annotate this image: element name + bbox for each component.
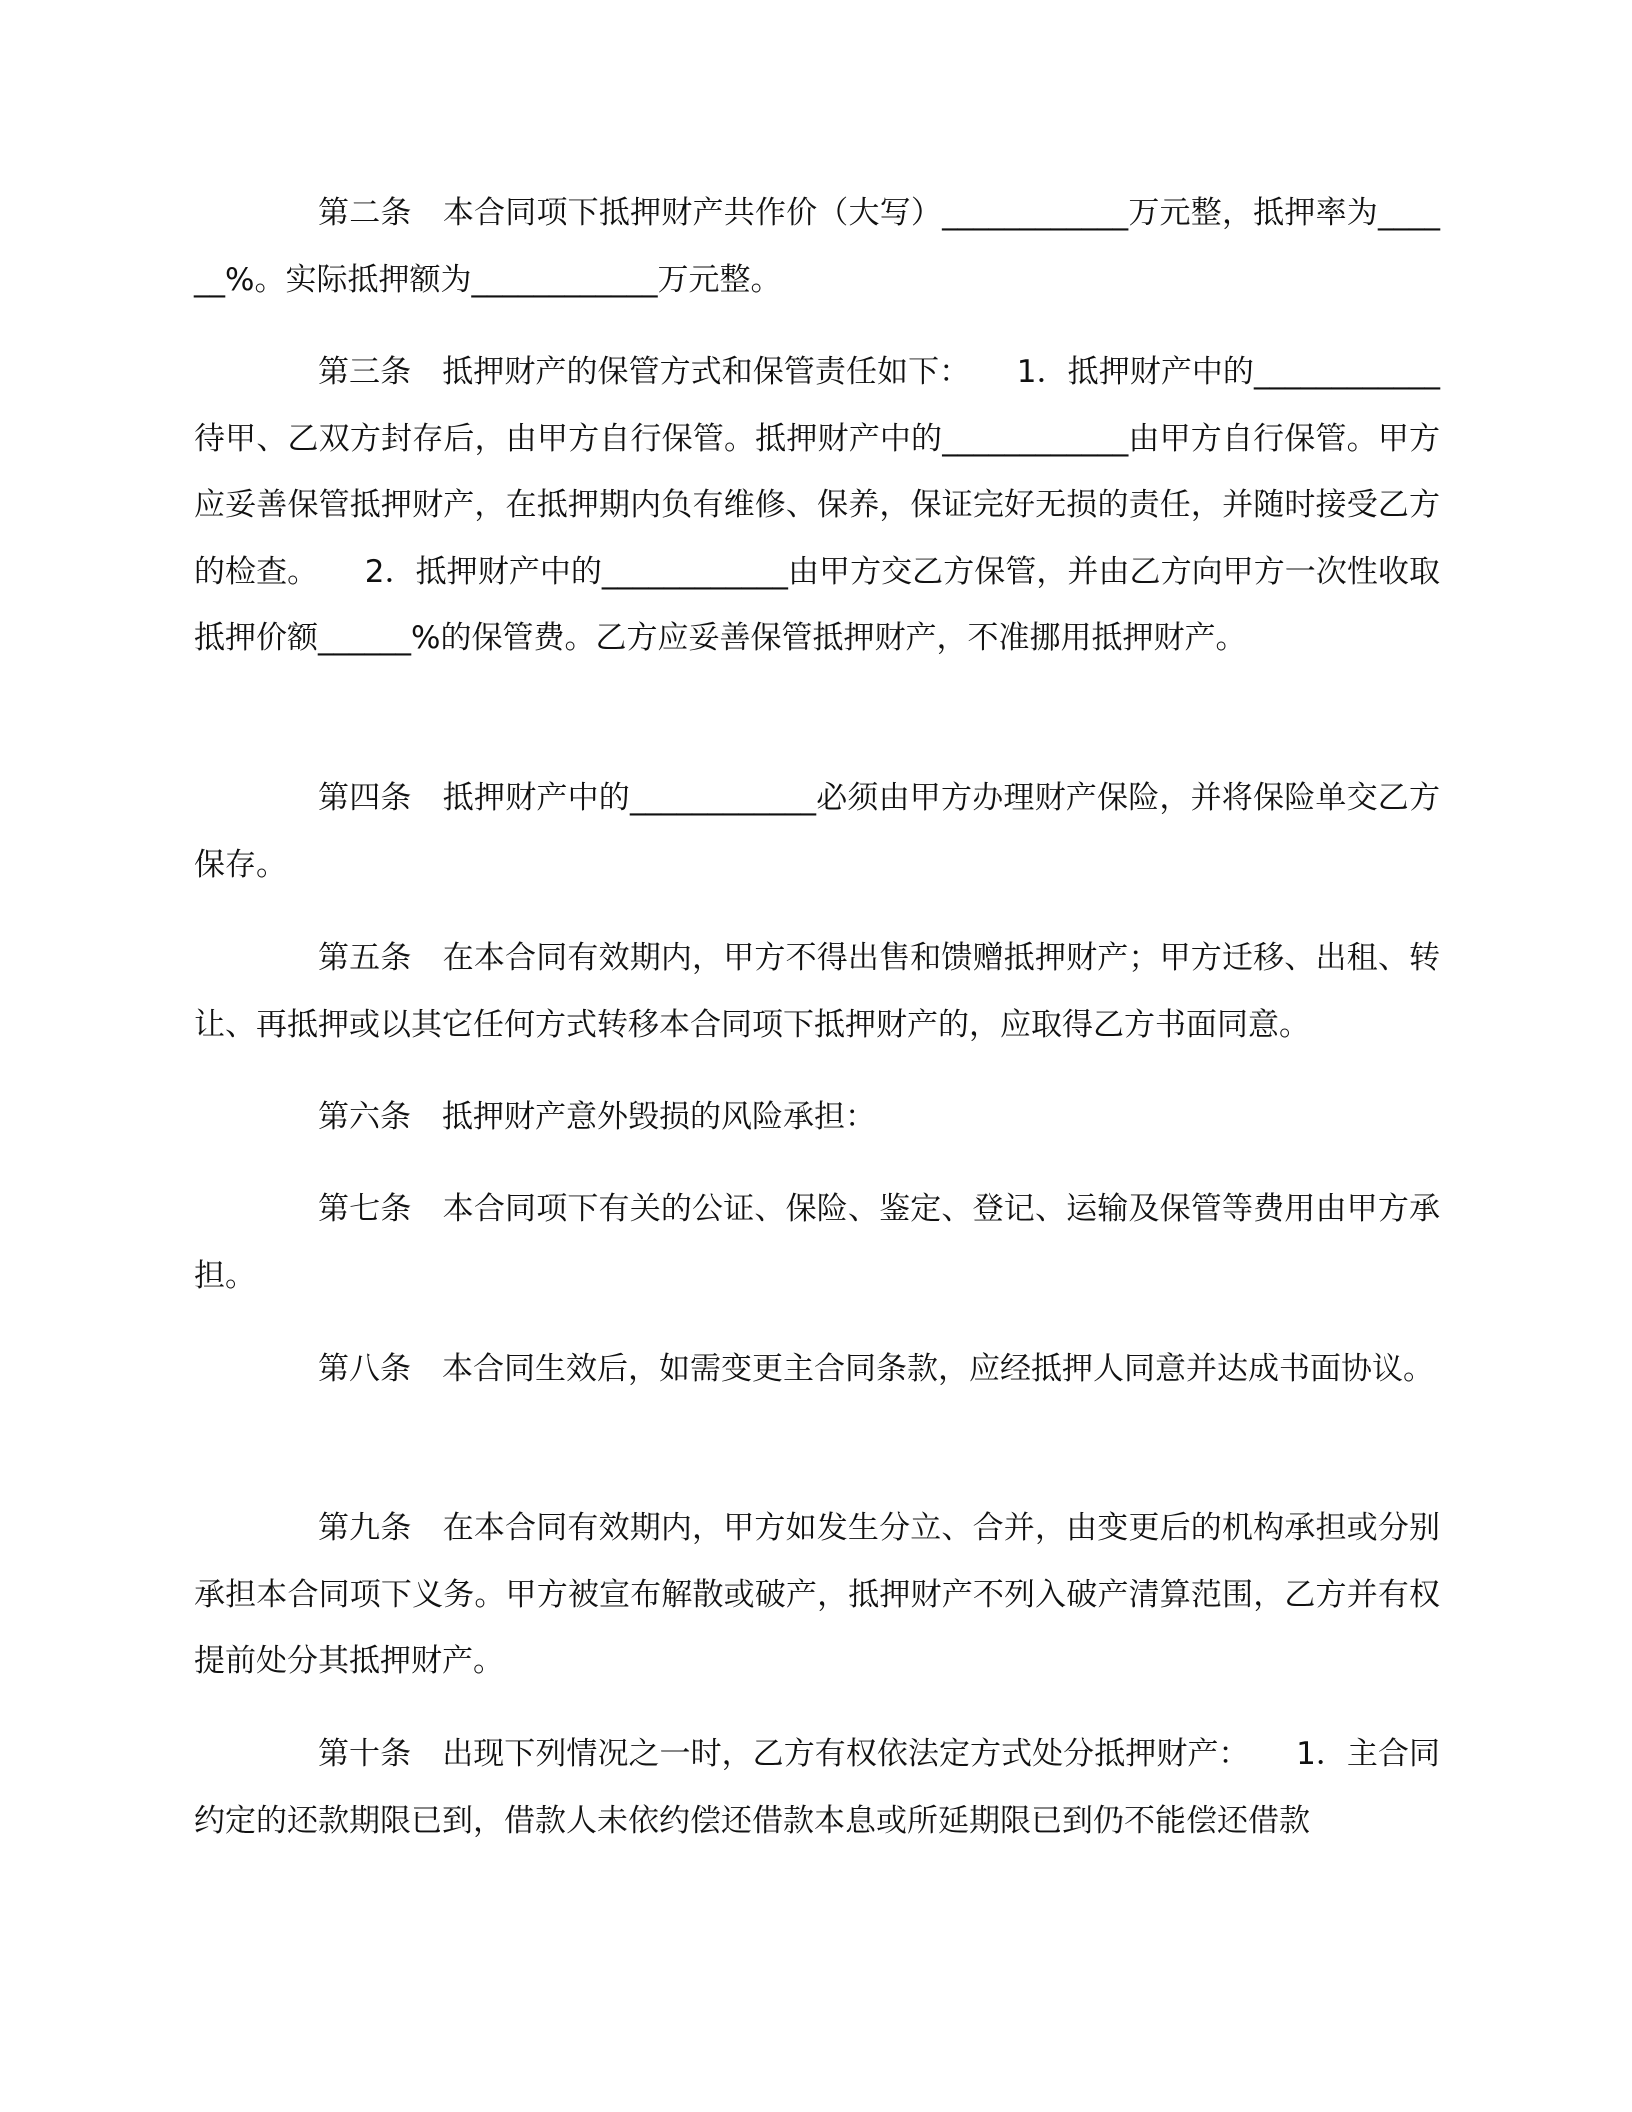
article-2-paragraph: 第二条 本合同项下抵押财产共作价（大写）____________万元整，抵押率为______%。实际抵押额为____________万元整。 bbox=[194, 195, 1440, 298]
article-7-paragraph: 第七条 本合同项下有关的公证、保险、鉴定、登记、运输及保管等费用由甲方承担。 bbox=[194, 1191, 1440, 1294]
article-10-paragraph: 第十条 出现下列情况之一时，乙方有权依法定方式处分抵押财产： 1．主合同约定的还款期限已到，借款人未依约偿还借款本息或所延期限已到仍不能偿还借款 bbox=[194, 1736, 1440, 1839]
article-4-paragraph: 第四条 抵押财产中的____________必须由甲方办理财产保险，并将保险单交乙方保存。 bbox=[194, 780, 1440, 883]
article-3-paragraph: 第三条 抵押财产的保管方式和保管责任如下： 1．抵押财产中的____________待甲、乙双方封存后，由甲方自行保管。抵押财产中的____________由甲方自行保管。甲方应妥善保管抵押财产，在抵押期内负有维修、保养，保证完好无损的责任，并随时接受乙方的检查。 2．抵押财产中的____________由甲方交乙方保管，并由乙方向甲方一次性收取抵押价额______%的保管费。乙方应妥善保管抵押财产，不准挪用抵押财产。 bbox=[194, 354, 1440, 656]
article-8-paragraph: 第八条 本合同生效后，如需变更主合同条款，应经抵押人同意并达成书面协议。 bbox=[318, 1351, 1434, 1387]
article-5-paragraph: 第五条 在本合同有效期内，甲方不得出售和馈赠抵押财产；甲方迁移、出租、转让、再抵押或以其它任何方式转移本合同项下抵押财产的，应取得乙方书面同意。 bbox=[194, 940, 1440, 1043]
article-6-paragraph: 第六条 抵押财产意外毁损的风险承担： bbox=[318, 1099, 876, 1135]
article-9-paragraph: 第九条 在本合同有效期内，甲方如发生分立、合并，由变更后的机构承担或分别承担本合同项下义务。甲方被宣布解散或破产，抵押财产不列入破产清算范围，乙方并有权提前处分其抵押财产。 bbox=[194, 1510, 1440, 1679]
